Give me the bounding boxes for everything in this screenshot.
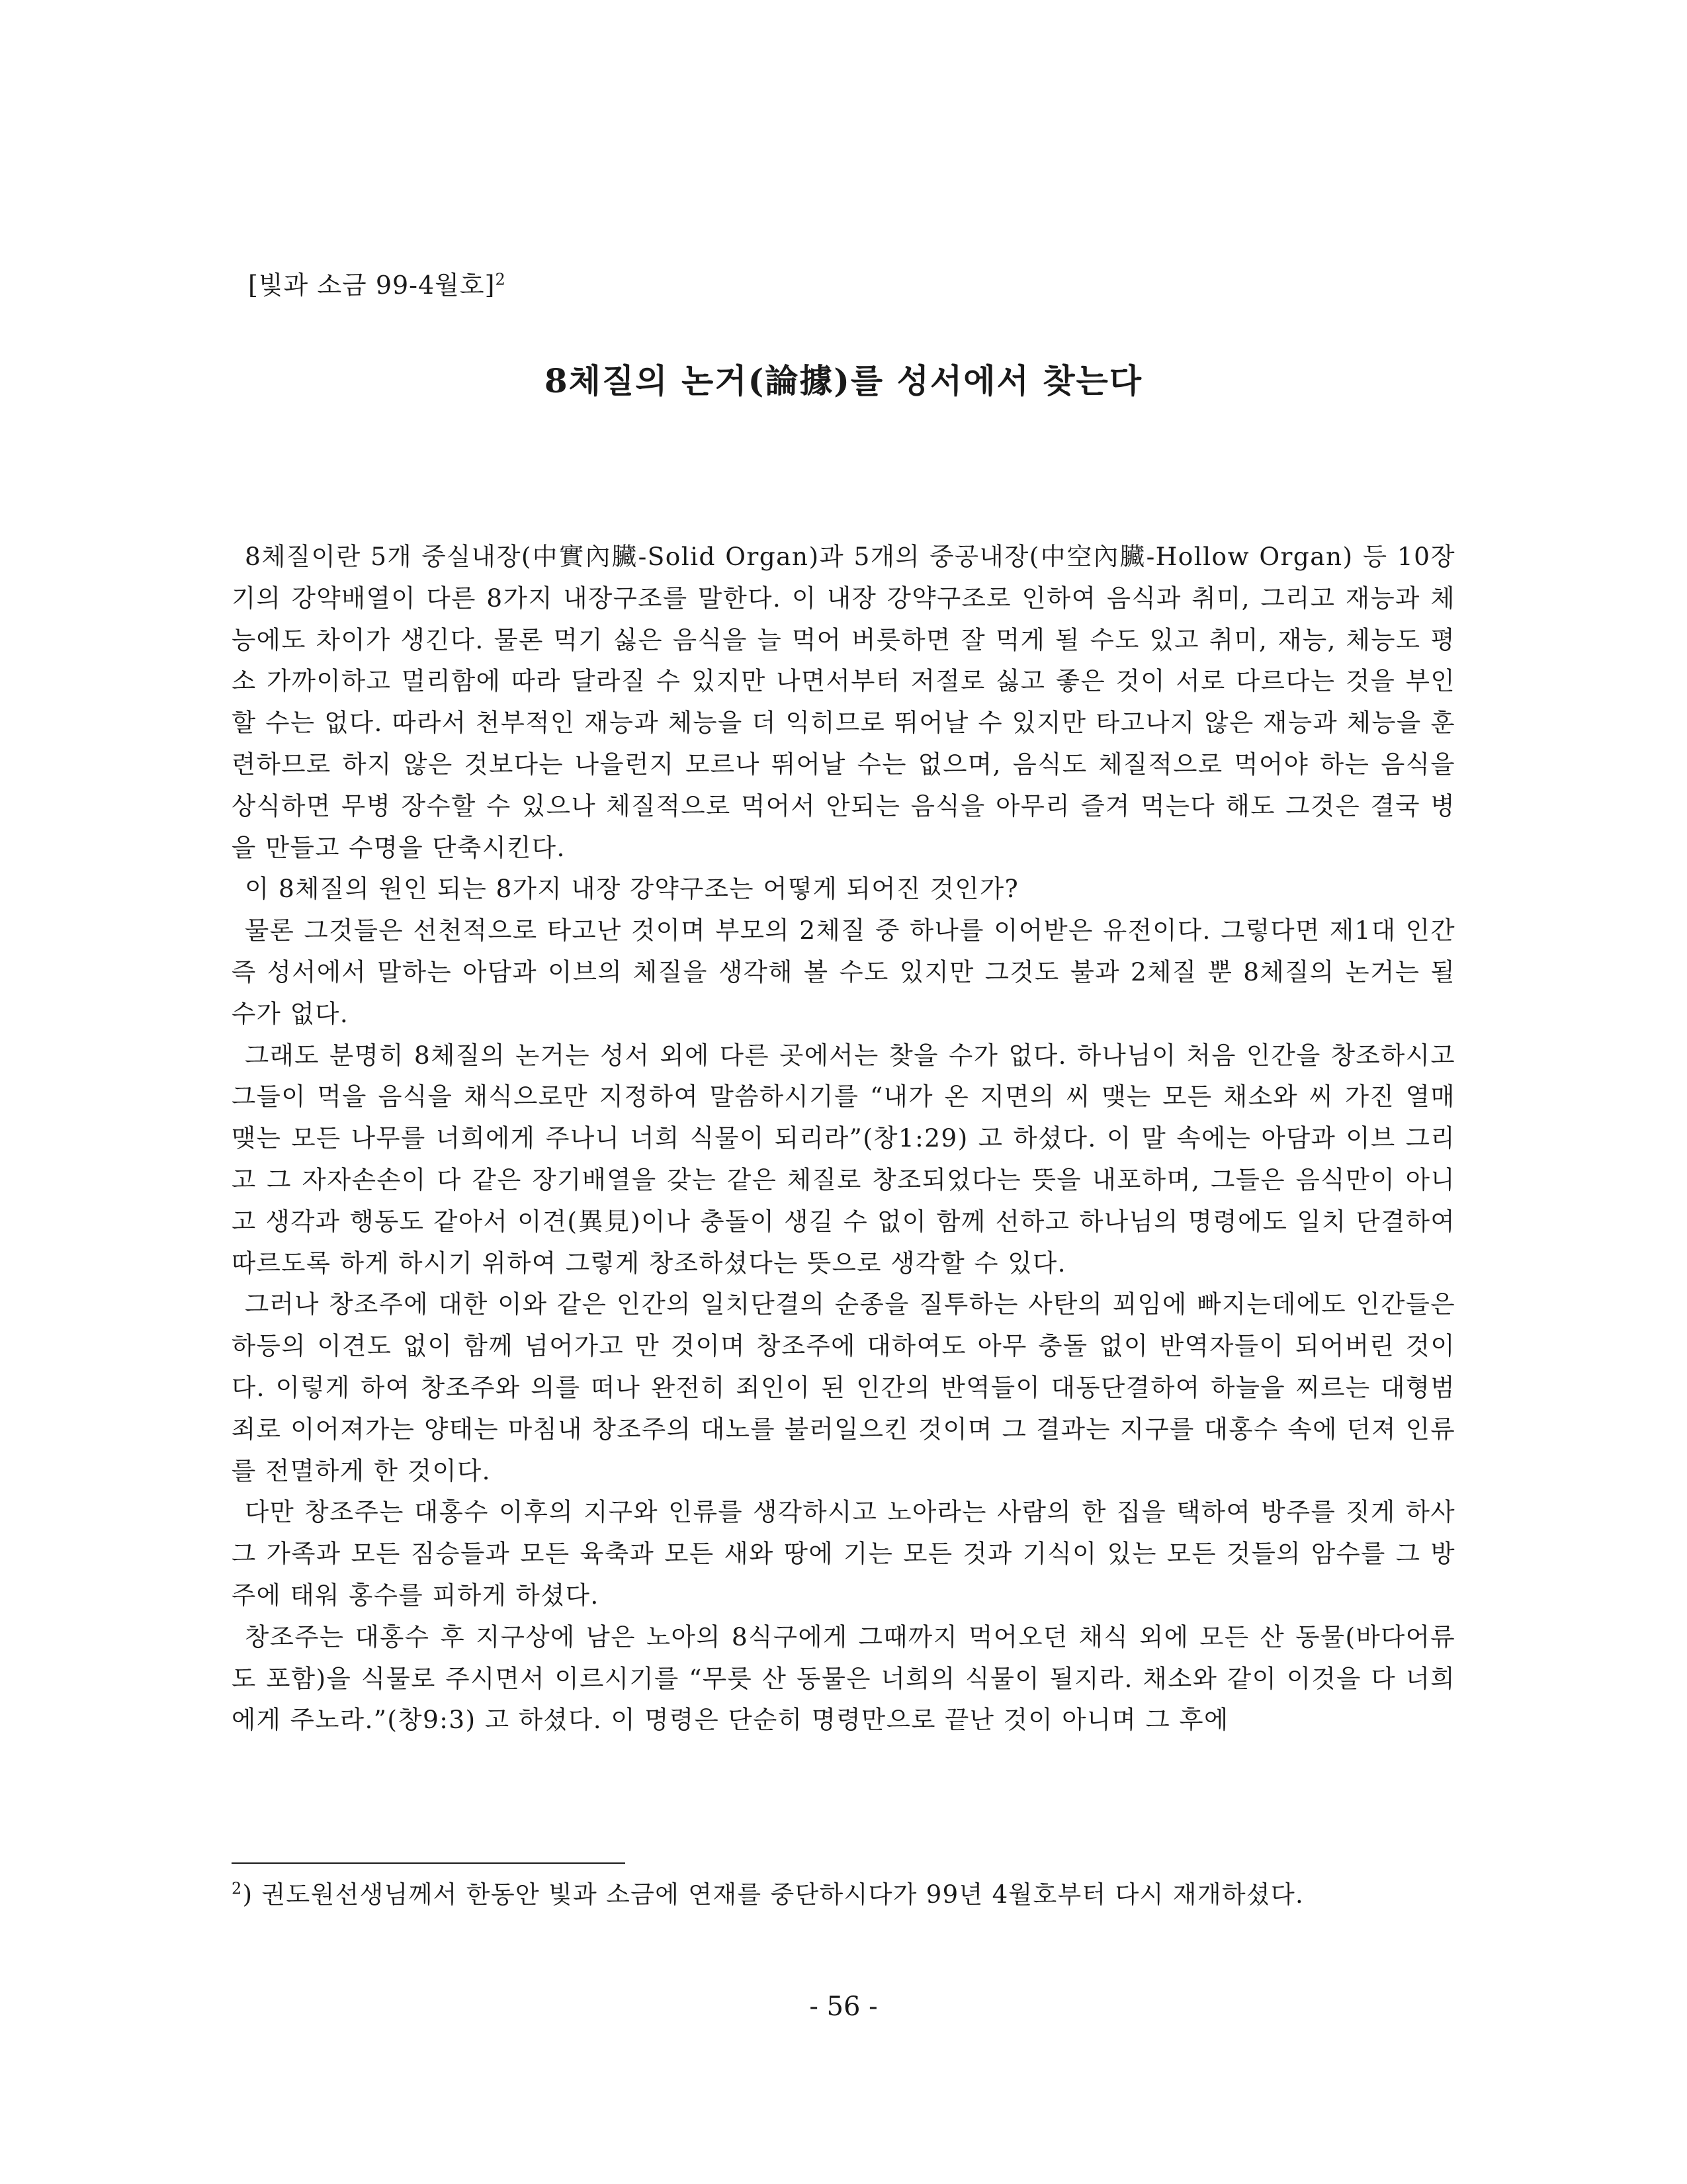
paragraph: 다만 창조주는 대홍수 이후의 지구와 인류를 생각하시고 노아라는 사람의 한 집을 택하여 방주를 짓게 하사 그 가족과 모든 짐승들과 모든 육축과 모든 새와 땅에 기는 모든 것과 기식이 있는 모든 것들의 암수를 그 방주에 태워 홍수를 피하게 하셨다. xyxy=(232,1497,1455,1610)
footnote-marker: 2 xyxy=(232,1879,243,1898)
paragraph: 이 8체질의 원인 되는 8가지 내장 강약구조는 어떻게 되어진 것인가? xyxy=(245,874,1019,904)
footnote-reference[interactable]: 2 xyxy=(495,270,506,289)
footnote-divider xyxy=(232,1862,625,1864)
page-number: - 56 - xyxy=(809,1991,878,2022)
paragraph: 물론 그것들은 선천적으로 타고난 것이며 부모의 2체질 중 하나를 이어받은 유전이다. 그렇다면 제1대 인간 즉 성서에서 말하는 아담과 이브의 체질을 생각해 볼 수도 있지만 그것도 불과 2체질 뿐 8체질의 논거는 될 수가 없다. xyxy=(232,916,1455,1028)
source-citation xyxy=(248,265,506,301)
page-title: 8체질의 논거(論據)를 성서에서 찾는다 xyxy=(544,361,1143,400)
source-text: [빛과 소금 99-4월호] xyxy=(248,271,496,300)
footnote xyxy=(232,1874,1489,1910)
footnote-text: ) 권도원선생님께서 한동안 빛과 소금에 연재를 중단하시다가 99년 4월호부터 다시 재개하셨다. xyxy=(242,1880,1305,1909)
paragraph: 그러나 창조주에 대한 이와 같은 인간의 일치단결의 순종을 질투하는 사탄의 꾀임에 빠지는데에도 인간들은 하등의 이견도 없이 함께 넘어가고 만 것이며 창조주에 대하여도 아무 충돌 없이 반역자들이 되어버린 것이다. 이렇게 하여 창조주와 의를 떠나 완전히 죄인이 된 인간의 반역들이 대동단결하여 하늘을 찌르는 대형범죄로 이어져가는 양태는 마침내 창조주의 대노를 불러일으킨 것이며 그 결과는 지구를 대홍수 속에 던져 인류를 전멸하게 한 것이다. xyxy=(232,1289,1455,1485)
article-body xyxy=(232,536,1455,1741)
paragraph: 창조주는 대홍수 후 지구상에 남은 노아의 8식구에게 그때까지 먹어오던 채식 외에 모든 산 동물(바다어류도 포함)을 식물로 주시면서 이르시기를 “무릇 산 동물은 너희의 식물이 될지라. 채소와 같이 이것을 다 너희에게 주노라.”(창9:3) 고 하셨다. 이 명령은 단순히 명령만으로 끝난 것이 아니며 그 후에 xyxy=(232,1622,1455,1735)
paragraph: 그래도 분명히 8체질의 논거는 성서 외에 다른 곳에서는 찾을 수가 없다. 하나님이 처음 인간을 창조하시고 그들이 먹을 음식을 채식으로만 지정하여 말씀하시기를 “내가 온 지면의 씨 맺는 모든 채소와 씨 가진 열매 맺는 모든 나무를 너희에게 주나니 너희 식물이 되리라”(창1:29) 고 하셨다. 이 말 속에는 아담과 이브 그리고 그 자자손손이 다 같은 장기배열을 갖는 같은 체질로 창조되었다는 뜻을 내포하며, 그들은 음식만이 아니고 생각과 행동도 같아서 이견(異見)이나 충돌이 생길 수 없이 함께 선하고 하나님의 명령에도 일치 단결하여 따르도록 하게 하시기 위하여 그렇게 창조하셨다는 뜻으로 생각할 수 있다. xyxy=(232,1040,1455,1278)
paragraph: 8체질이란 5개 중실내장(中實內臟-Solid Organ)과 5개의 중공내장(中空內臟-Hollow Organ) 등 10장기의 강약배열이 다른 8가지 내장구조를 말한다. 이 내장 강약구조로 인하여 음식과 취미, 그리고 재능과 체능에도 차이가 생긴다. 물론 먹기 싫은 음식을 늘 먹어 버릇하면 잘 먹게 될 수도 있고 취미, 재능, 체능도 평소 가까이하고 멀리함에 따라 달라질 수 있지만 나면서부터 저절로 싫고 좋은 것이 서로 다르다는 것을 부인할 수는 없다. 따라서 천부적인 재능과 체능을 더 익히므로 뛰어날 수 있지만 타고나지 않은 재능과 체능을 훈련하므로 하지 않은 것보다는 나을런지 모르나 뛰어날 수는 없으며, 음식도 체질적으로 먹어야 하는 음식을 상식하면 무병 장수할 수 있으나 체질적으로 먹어서 안되는 음식을 아무리 즐겨 먹는다 해도 그것은 결국 병을 만들고 수명을 단축시킨다. xyxy=(232,542,1455,862)
